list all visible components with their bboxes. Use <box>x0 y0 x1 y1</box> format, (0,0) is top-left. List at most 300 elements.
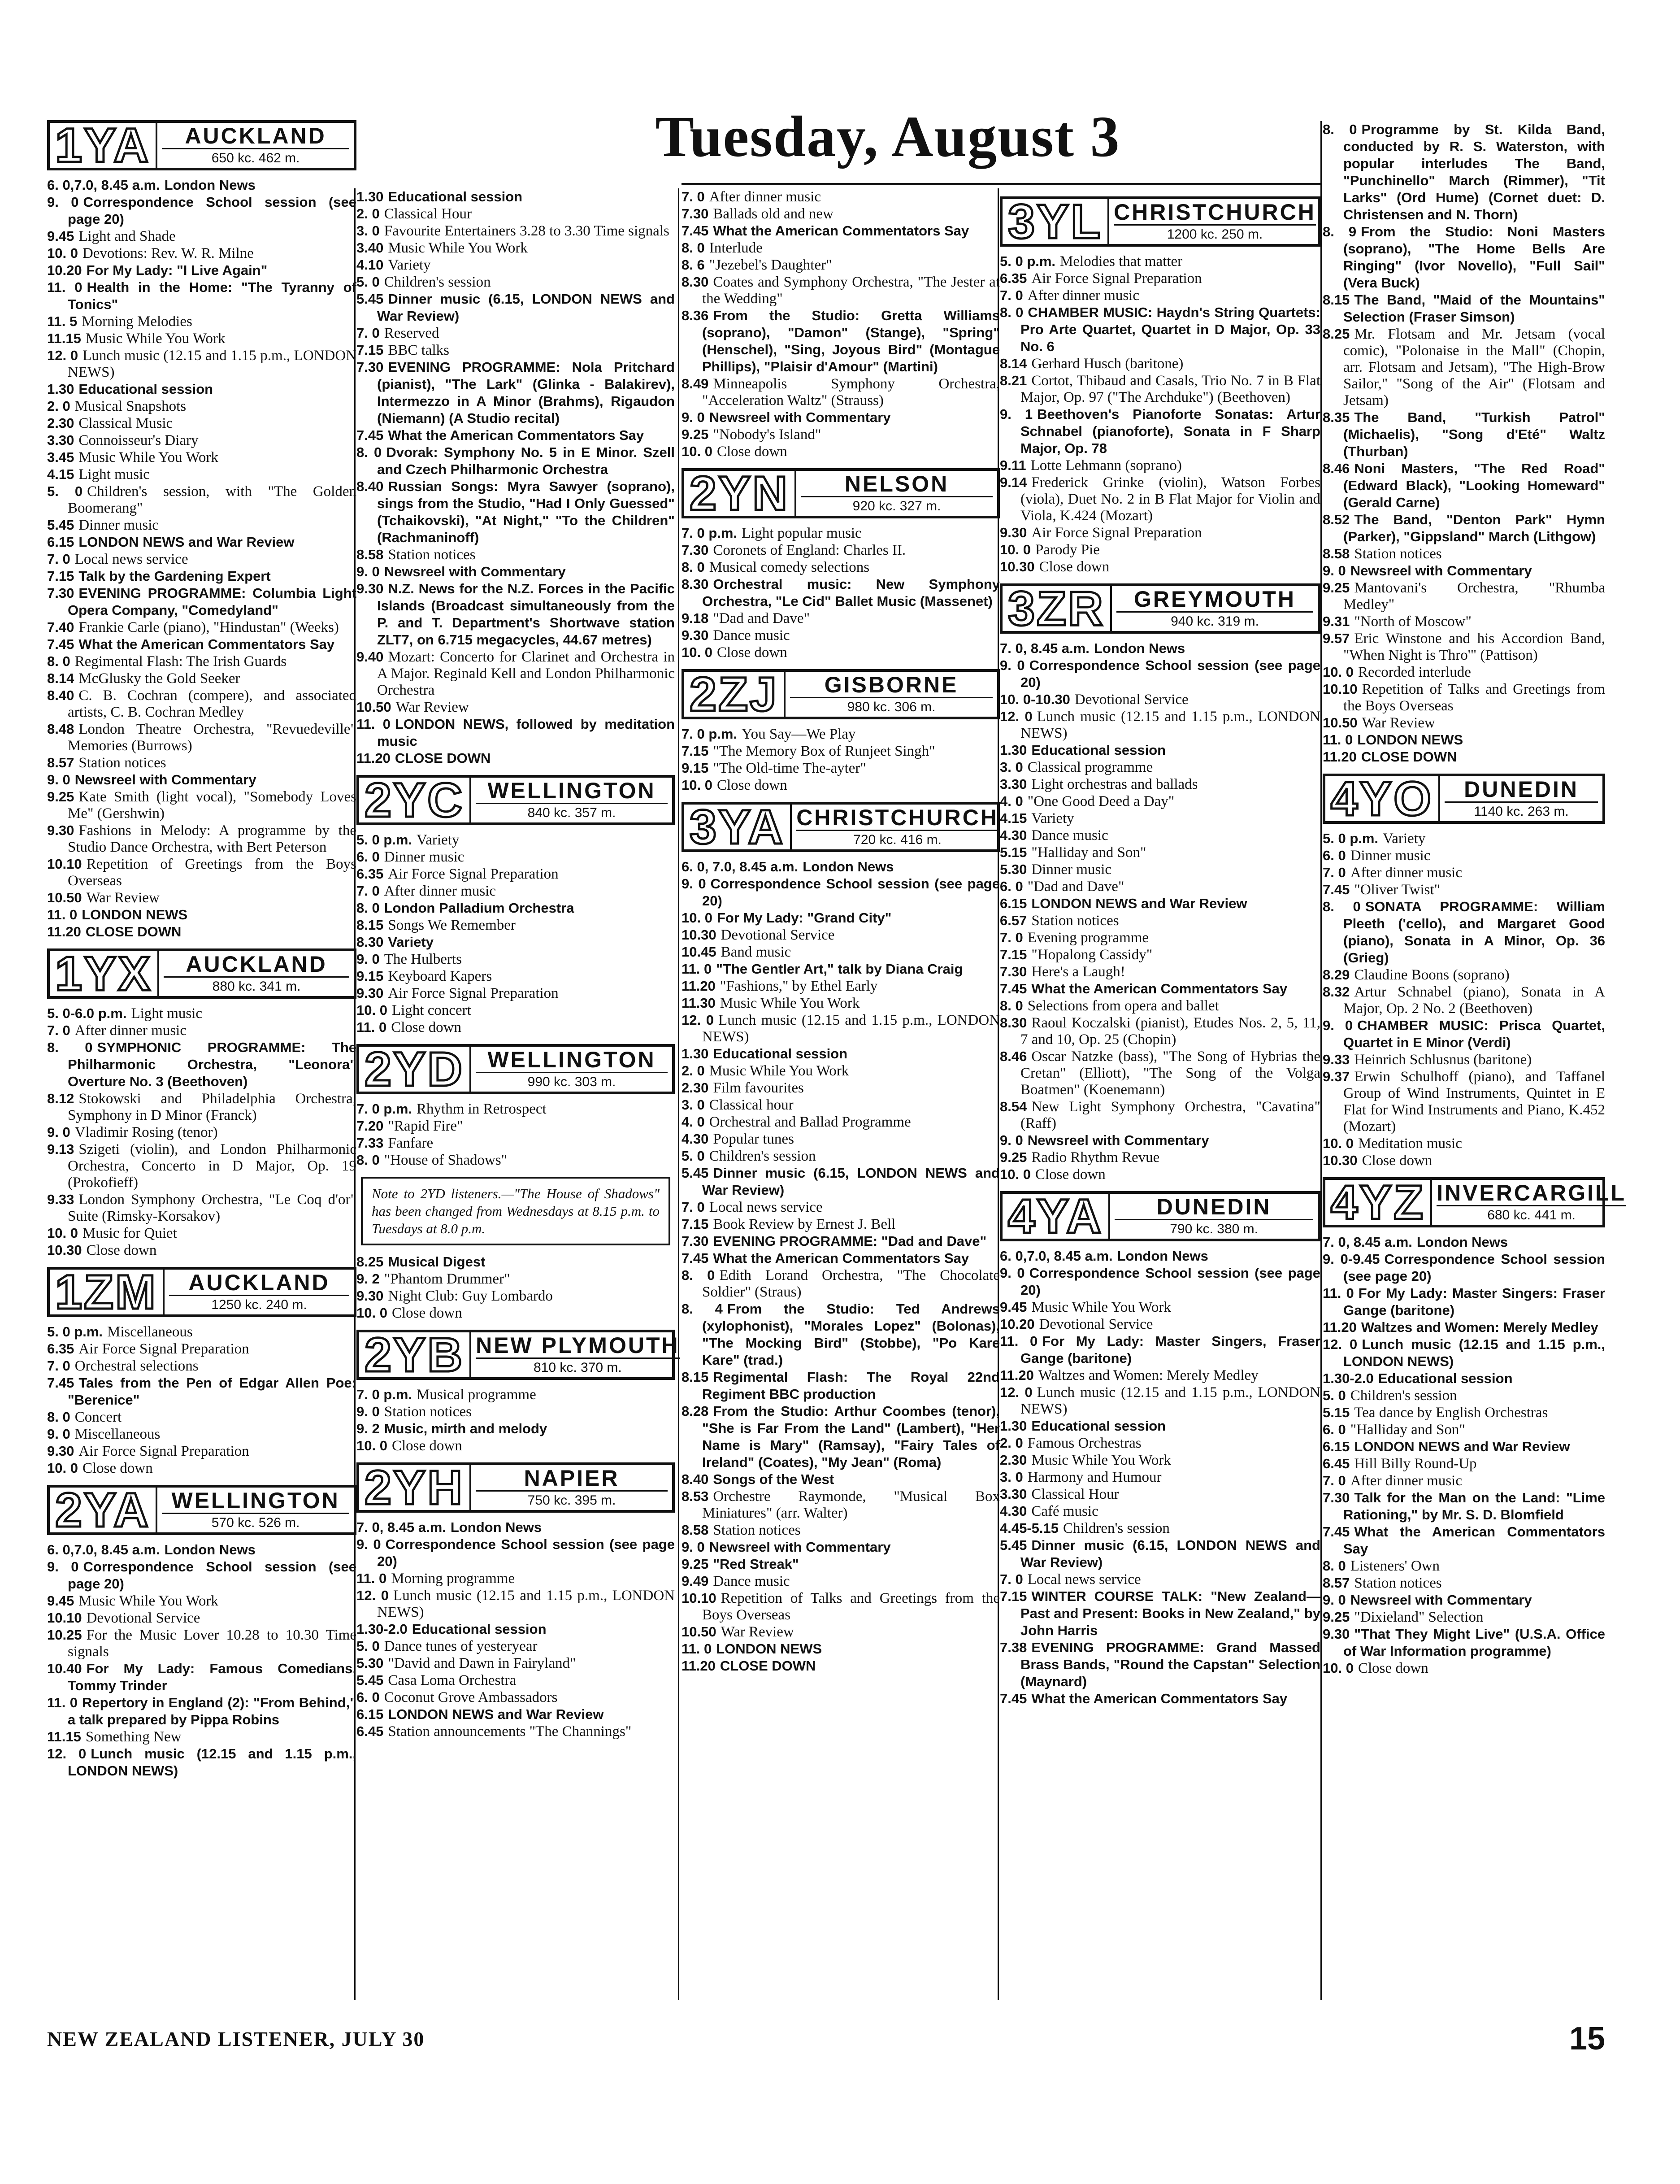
programme-title: Regimental Flash: The Royal 22nd Regiment BBC production <box>702 1369 1000 1402</box>
programme-entry <box>1323 1336 1605 1370</box>
programme-title: Artur Schnabel (piano), Sonata in A Major, Op. 2 No. 2 (Beethoven) <box>1343 984 1605 1017</box>
programme-time: 8.40 <box>682 1471 709 1487</box>
programme-time: 8.46 <box>1000 1048 1027 1064</box>
programme-time: 9. 0 <box>682 1539 705 1555</box>
programme-title: Selections from opera and ballet <box>1027 998 1219 1014</box>
station-header <box>1000 583 1320 634</box>
programme-time: 6. 0,7.0, 8.45 a.m. <box>1000 1248 1113 1264</box>
programme-entry <box>356 1570 675 1587</box>
programme-title: Regimental Flash: The Irish Guards <box>74 653 287 670</box>
programme-entry <box>356 1672 675 1689</box>
programme-entry <box>1000 861 1320 878</box>
programme-time: 9.33 <box>47 1192 74 1207</box>
programme-time: 7.45 <box>682 223 709 239</box>
programme-title: After dinner music <box>1027 287 1139 304</box>
programme-title: Band music <box>721 944 791 960</box>
programme-title: Light concert <box>391 1002 471 1018</box>
programme-entry <box>47 1592 356 1610</box>
programme-entry <box>47 1610 356 1627</box>
programme-entry <box>682 1623 1000 1640</box>
programme-time: 6. 0,7.0, 8.45 a.m. <box>47 1542 160 1558</box>
programme-time: 7.30 <box>682 206 709 222</box>
programme-title: "House of Shadows" <box>384 1152 508 1168</box>
programme-title: Dance music <box>713 1573 790 1589</box>
programme-time: 9. 0 <box>1323 563 1346 579</box>
programme-time: 11.20 <box>1323 1319 1357 1335</box>
station-info <box>165 1270 354 1314</box>
programme-time: 9.30 <box>47 822 74 838</box>
programme-entry <box>1323 1489 1605 1523</box>
programme-title: Lotte Lehmann (soprano) <box>1030 457 1182 474</box>
programme-title: EVENING PROGRAMME: Nola Pritchard (pianist), "The Lark" (Glinka - Balakirev), Intermezzo in A Minor (Brahms), Rigaudon (Niemann) (A Studio recital) <box>377 359 675 426</box>
station-header <box>356 1462 675 1513</box>
programme-time: 7. 0 <box>682 1199 705 1215</box>
programme-time: 5. 0 p.m. <box>1000 253 1056 269</box>
programme-entry <box>1000 287 1320 304</box>
programme-time: 9.31 <box>1323 613 1350 629</box>
programme-time: 9.13 <box>47 1141 74 1157</box>
programme-title: Kate Smith (light vocal), "Somebody Loves Me" (Gershwin) <box>68 789 356 822</box>
programme-title: EVENING PROGRAMME: Columbia Light Opera Company, "Comedyland" <box>68 585 356 618</box>
programme-entry <box>1000 1248 1320 1265</box>
programme-title: "Fashions," by Ethel Early <box>720 978 878 994</box>
programme-time: 4.30 <box>682 1131 709 1147</box>
programme-title: Close down <box>716 444 787 460</box>
programme-time: 2. 0 <box>682 1063 705 1079</box>
station-callsign: 3YL <box>1003 199 1109 244</box>
programme-entry <box>682 610 1000 627</box>
programme-entry <box>1323 966 1605 983</box>
programme-title: Orchestre Raymonde, "Musical Box Miniatures" (arr. Walter) <box>702 1488 1000 1521</box>
programme-entry <box>1000 657 1320 691</box>
programme-time: 7. 0 p.m. <box>682 726 738 742</box>
programme-time: 12. 0 <box>682 1012 714 1028</box>
programme-title: Newsreel with Commentary <box>1027 1132 1209 1148</box>
programme-time: 4.30 <box>1000 1503 1027 1519</box>
programme-time: 7. 0 <box>47 1022 70 1038</box>
programme-title: Music While You Work <box>78 449 218 466</box>
programme-title: "Phantom Drummer" <box>384 1271 510 1287</box>
programme-title: CLOSE DOWN <box>85 924 182 940</box>
station-header <box>1323 1175 1627 1229</box>
programme-time: 8.40 <box>356 479 384 494</box>
programme-time: 7.45 <box>682 1250 709 1266</box>
programme-entry <box>1323 1421 1605 1438</box>
programme-title: Educational session <box>78 381 213 397</box>
programme-title: Children's session <box>1063 1520 1170 1536</box>
programme-title: Correspondence School session (see page 20) <box>377 1536 675 1569</box>
programme-title: "Dad and Dave" <box>1027 879 1124 895</box>
programme-time: 12. 0 <box>47 1746 87 1762</box>
programme-title: Variety <box>388 257 431 273</box>
programme-title: Air Force Signal Preparation <box>78 1341 249 1357</box>
programme-time: 10. 0 <box>682 444 712 459</box>
programme-entry <box>356 257 675 274</box>
programme-title: The Band, "Maid of the Mountains" Selection (Fraser Simson) <box>1343 292 1605 325</box>
programme-time: 10. 0-10.30 <box>1000 692 1070 707</box>
programme-entry <box>356 1135 675 1152</box>
programme-entry <box>47 568 356 585</box>
programme-time: 8.30 <box>356 934 384 950</box>
programme-title: Harmony and Humour <box>1027 1469 1162 1485</box>
programme-title: After dinner music <box>74 1022 187 1039</box>
programme-time: 3.30 <box>47 432 74 448</box>
programme-title: Correspondence School session (see page 20) <box>1020 657 1320 690</box>
programme-time: 9.40 <box>356 649 384 665</box>
programme-time: 12. 0 <box>356 1588 389 1603</box>
programme-title: Educational session <box>1031 1418 1166 1434</box>
programme-entry <box>1000 524 1320 541</box>
programme-entry <box>1000 1166 1320 1183</box>
programme-time: 8.28 <box>682 1403 709 1419</box>
programme-time: 12. 0 <box>47 348 78 363</box>
programme-entry <box>47 754 356 771</box>
station-city: WELLINGTON <box>162 1488 349 1514</box>
programme-time: 10.50 <box>682 1624 716 1640</box>
programme-entry <box>1000 1149 1320 1166</box>
programme-title: Fashions in Melody: A programme by the Studio Dance Orchestra, with Bert Peterson <box>68 822 356 855</box>
programme-entry <box>1000 963 1320 980</box>
programme-title: Station notices <box>713 1522 801 1538</box>
programme-title: Variety <box>417 832 460 848</box>
programme-entry <box>1000 895 1320 912</box>
programme-title: "Dad and Dave" <box>713 610 810 626</box>
station-header <box>1323 771 1605 826</box>
station-frequency: 570 kc. 526 m. <box>211 1515 300 1530</box>
station-callsign: 1YX <box>50 951 159 996</box>
programme-time: 8. 0 <box>682 1267 715 1283</box>
programme-entry <box>682 1114 1000 1131</box>
programme-time: 7. 0 p.m. <box>356 1387 412 1402</box>
programme-title: Mozart: Concerto for Clarinet and Orchestra in A Major. Reginald Kell and London Philharmonic Orchestra <box>377 649 675 698</box>
programme-time: 7.45 <box>47 636 74 652</box>
programme-title: Cortot, Thibaud and Casals, Trio No. 7 in B Flat Major, Op. 97 ("The Archduke") (Beethoven) <box>1020 373 1320 405</box>
station-header <box>1000 1191 1320 1241</box>
programme-time: 8. 0 <box>356 1152 380 1168</box>
programme-title: War Review <box>721 1624 794 1640</box>
programme-time: 9.33 <box>1323 1052 1350 1067</box>
programme-time: 7.15 <box>356 342 384 358</box>
station-city: NEW PLYMOUTH <box>476 1332 680 1358</box>
programme-time: 9. 0 <box>1323 1018 1353 1033</box>
programme-title: Raoul Koczalski (pianist), Etudes Nos. 2, 5, 11, 7 and 10, Op. 25 (Chopin) <box>1020 1015 1320 1048</box>
programme-time: 10.30 <box>1000 559 1035 574</box>
programme-time: 7.45 <box>1000 1691 1027 1706</box>
programme-time: 9.25 <box>1000 1149 1027 1165</box>
programme-entry <box>1000 691 1320 708</box>
programme-entry <box>356 1420 675 1437</box>
programme-entry <box>682 995 1000 1012</box>
programme-time: 7.30 <box>47 585 74 601</box>
programme-time: 8.54 <box>1000 1099 1027 1114</box>
programme-entry <box>47 856 356 889</box>
programme-entry <box>1000 1452 1320 1469</box>
programme-title: Educational session <box>713 1046 848 1062</box>
programme-time: 9.30 <box>356 985 384 1001</box>
programme-title: Meditation music <box>1358 1136 1462 1152</box>
programme-time: 7.30 <box>682 1233 709 1249</box>
programme-title: For My Lady: Master Singers, Fraser Gange (baritone) <box>1020 1333 1320 1366</box>
programme-entry <box>1323 326 1605 409</box>
programme-entry <box>1323 511 1605 545</box>
programme-entry <box>47 483 356 517</box>
programme-entry <box>682 1233 1000 1250</box>
programme-entry <box>356 205 675 222</box>
programme-title: Songs of the West <box>713 1471 834 1487</box>
programme-title: Close down <box>1358 1660 1428 1676</box>
programme-time: 8.30 <box>1000 1015 1027 1031</box>
programme-title: Waltzes and Women: Merely Medley <box>1361 1319 1598 1335</box>
programme-title: London News <box>1117 1248 1208 1264</box>
programme-entry <box>356 1288 675 1305</box>
programme-title: Popular tunes <box>713 1131 794 1147</box>
programme-entry <box>1323 1017 1605 1051</box>
programme-title: Famous Orchestras <box>1027 1435 1142 1451</box>
programme-entry <box>47 822 356 856</box>
programme-title: Connoisseur's Diary <box>78 432 199 448</box>
programme-entry <box>682 274 1000 307</box>
programme-title: Tales from the Pen of Edgar Allen Poe: "Berenice" <box>68 1375 356 1408</box>
programme-entry <box>1323 1575 1605 1592</box>
programme-entry <box>1000 708 1320 742</box>
programme-title: Coconut Grove Ambassadors <box>384 1689 558 1705</box>
programme-title: Station notices <box>384 1404 472 1420</box>
programme-entry <box>1000 1384 1320 1418</box>
programme-time: 8.15 <box>1323 292 1350 308</box>
programme-entry <box>47 923 356 940</box>
programme-time: 4. 0 <box>682 1114 705 1130</box>
programme-time: 8. 0 <box>47 1409 70 1425</box>
programme-entry <box>47 1340 356 1357</box>
programme-time: 6. 0 <box>1323 848 1346 863</box>
programme-time: 7.15 <box>1000 1588 1027 1604</box>
programme-entry <box>1000 759 1320 776</box>
programme-time: 12. 0 <box>1323 1336 1358 1352</box>
programme-title: Close down <box>86 1242 157 1258</box>
programme-entry <box>47 1141 356 1191</box>
programme-title: Dinner music (6.15, LONDON NEWS and War Review) <box>702 1165 1000 1198</box>
programme-title: War Review <box>395 699 469 715</box>
programme-time: 12. 0 <box>1000 709 1033 724</box>
programme-time: 5. 0 <box>47 483 83 499</box>
programme-entry <box>1000 1469 1320 1486</box>
programme-title: Noni Masters, "The Red Road" (Edward Black), "Looking Homeward" (Gerald Carne) <box>1343 461 1605 510</box>
programme-title: Newsreel with Commentary <box>74 772 256 787</box>
programme-entry <box>682 1522 1000 1539</box>
programme-title: Newsreel with Commentary <box>384 564 566 579</box>
programme-entry <box>682 644 1000 661</box>
programme-title: Station notices <box>1354 546 1442 562</box>
programme-time: 7.45 <box>356 427 384 443</box>
programme-entry <box>356 1723 675 1740</box>
programme-entry <box>1000 1299 1320 1316</box>
programme-title: Interlude <box>709 240 763 256</box>
programme-time: 6.35 <box>356 866 384 882</box>
programme-time: 5. 0 p.m. <box>1323 831 1379 846</box>
programme-time: 11. 0 <box>1000 1333 1038 1349</box>
programme-time: 9. 0 <box>356 1536 381 1552</box>
programme-time: 9.25 <box>47 789 74 805</box>
programme-title: Stokowski and Philadelphia Orchestra, Symphony in D Minor (Franck) <box>68 1091 356 1123</box>
programme-time: 7.15 <box>47 568 74 584</box>
programme-title: Coronets of England: Charles II. <box>713 542 906 558</box>
programme-title: "Nobody's Island" <box>713 426 821 443</box>
programme-entry <box>47 619 356 636</box>
programme-time: 9.30 <box>1323 1626 1350 1642</box>
programme-entry <box>47 721 356 754</box>
programme-title: Dinner music (6.15, LONDON NEWS and War Review) <box>1020 1537 1320 1570</box>
programme-entry <box>1000 253 1320 270</box>
programme-entry <box>1323 1472 1605 1489</box>
programme-time: 9. 0 <box>47 1426 70 1442</box>
programme-entry <box>682 909 1000 927</box>
programme-entry <box>1000 474 1320 524</box>
programme-time: 8. 6 <box>682 257 705 273</box>
programme-title: Songs We Remember <box>388 917 516 933</box>
programme-title: "David and Dawn in Fairyland" <box>388 1655 576 1671</box>
programme-time: 8. 0 <box>47 1040 93 1055</box>
programme-time: 9. 0-9.45 <box>1323 1251 1380 1267</box>
programme-entry <box>682 1079 1000 1096</box>
programme-entry <box>1000 1014 1320 1048</box>
programme-title: Dance music <box>1031 827 1108 844</box>
programme-entry <box>682 1096 1000 1114</box>
programme-title: C. B. Cochran (compere), and associated artists, C. B. Cochran Medley <box>68 687 356 720</box>
station-info <box>159 951 354 996</box>
programme-entry <box>1000 304 1320 355</box>
programme-entry <box>682 875 1000 909</box>
programme-time: 7. 0, 8.45 a.m. <box>356 1519 446 1535</box>
programme-title: Educational session <box>1378 1370 1513 1386</box>
programme-title: Evening programme <box>1027 930 1149 946</box>
programme-entry <box>47 194 356 228</box>
station-header <box>47 948 356 999</box>
programme-entry <box>356 883 675 900</box>
programme-entry <box>356 699 675 716</box>
programme-entry <box>682 1369 1000 1403</box>
programme-entry <box>356 1118 675 1135</box>
programme-title: LONDON NEWS and War Review <box>1031 896 1247 911</box>
programme-title: Local news service <box>709 1199 823 1215</box>
station-info <box>471 1332 684 1377</box>
programme-title: CHAMBER MUSIC: Prisca Quartet, Quartet in E Minor (Verdi) <box>1343 1018 1605 1050</box>
programme-time: 10.50 <box>356 699 391 715</box>
programme-title: Erwin Schulhoff (piano), and Taffanel Group of Wind Instruments, Quintet in E Flat for Wind Instruments and Piano, K.452 (Mozart) <box>1343 1069 1605 1135</box>
programme-title: LONDON NEWS and War Review <box>388 1706 604 1722</box>
programme-time: 8. 0 <box>682 240 705 256</box>
programme-entry <box>1323 714 1605 731</box>
programme-time: 1.30 <box>682 1046 709 1062</box>
programme-title: WINTER COURSE TALK: "New Zealand—Past and Present: Books in New Zealand," by John Harris <box>1020 1588 1320 1638</box>
programme-time: 10.30 <box>47 1242 82 1258</box>
programme-time: 8. 0 <box>1323 1558 1346 1574</box>
column-5 <box>1323 121 1627 2117</box>
programme-entry <box>356 342 675 359</box>
programme-time: 6.57 <box>1000 913 1027 928</box>
programme-time: 6.45 <box>1323 1456 1350 1471</box>
title-rule <box>682 183 1320 185</box>
programme-title: Film favourites <box>713 1080 804 1096</box>
programme-title: Waltzes and Women: Merely Medley <box>1038 1367 1259 1383</box>
programme-time: 8.29 <box>1323 967 1350 983</box>
programme-title: Classical programme <box>1027 759 1153 775</box>
programme-time: 8.40 <box>47 687 74 703</box>
programme-entry <box>1323 613 1605 630</box>
programme-title: Newsreel with Commentary <box>1350 563 1532 579</box>
programme-time: 10.20 <box>1000 1316 1035 1332</box>
programme-title: London Theatre Orchestra, "Revuedeville" Memories (Burrows) <box>68 721 356 754</box>
programme-time: 7.20 <box>356 1118 384 1134</box>
programme-time: 8.57 <box>1323 1575 1350 1591</box>
programme-entry <box>47 1124 356 1141</box>
programme-entry <box>682 858 1000 875</box>
programme-entry <box>1323 1135 1605 1152</box>
programme-entry <box>682 1267 1000 1301</box>
station-info <box>1109 199 1320 244</box>
programme-time: 8. 0 <box>47 653 70 669</box>
station-header <box>47 120 356 170</box>
programme-title: Music, mirth and melody <box>384 1421 547 1436</box>
programme-title: From the Studio: Gretta Williams (soprano), "Damon" (Stange), "Spring" (Henschel), "Sing, Joyous Bird" (Montague Phillips), "Plaisir d'Amour" (Martini) <box>702 308 1000 374</box>
programme-entry <box>682 1539 1000 1556</box>
station-header <box>356 775 675 825</box>
station-header <box>47 1485 356 1535</box>
programme-entry <box>356 1002 675 1019</box>
programme-time: 5.15 <box>1323 1405 1350 1420</box>
programme-time: 2.30 <box>682 1080 709 1096</box>
programme-title: Hill Billy Round-Up <box>1354 1456 1477 1472</box>
programme-entry <box>1323 121 1605 223</box>
programme-time: 6.15 <box>47 534 74 550</box>
programme-time: 7.15 <box>682 1216 709 1232</box>
programme-entry <box>47 347 356 381</box>
programme-title: After dinner music <box>709 189 821 205</box>
programme-time: 10. 0 <box>356 1002 387 1018</box>
programme-title: Orchestral selections <box>74 1358 199 1374</box>
programme-title: Talk for the Man on the Land: "Lime Rationing," by Mr. S. D. Blomfield <box>1343 1490 1605 1523</box>
programme-entry <box>1000 1132 1320 1149</box>
programme-entry <box>1323 1285 1605 1319</box>
station-city: DUNEDIN <box>1445 777 1598 803</box>
programme-title: Lunch music (12.15 and 1.15 p.m., LONDON NEWS) <box>1343 1336 1605 1369</box>
programme-title: Light music <box>78 466 150 483</box>
programme-title: After dinner music <box>1350 1473 1462 1489</box>
programme-title: Programme by St. Kilda Band, conducted by R. S. Waterston, with popular interludes The Band, "Punchinello" March (Rimmer), "Tit Larks" (Ord Hume) (Cornet duet: D. Christensen and N. Thorn) <box>1343 122 1605 222</box>
programme-entry <box>356 951 675 968</box>
programme-title: Musical programme <box>417 1387 536 1403</box>
programme-time: 9.25 <box>682 426 709 442</box>
programme-entry <box>356 1253 675 1270</box>
programme-entry <box>47 653 356 670</box>
programme-entry <box>1323 664 1605 681</box>
programme-title: What the American Commentators Say <box>1031 981 1288 996</box>
programme-entry <box>1323 1523 1605 1558</box>
programme-time: 1.30 <box>1000 1418 1027 1434</box>
programme-entry <box>47 1090 356 1124</box>
programme-title: Children's session <box>709 1148 816 1164</box>
programme-entry <box>356 1386 675 1403</box>
programme-title: CLOSE DOWN <box>720 1658 816 1674</box>
programme-title: Music While You Work <box>720 995 860 1011</box>
programme-title: Music for Quiet <box>82 1225 177 1241</box>
programme-time: 9. 0 <box>47 772 70 787</box>
programme-time: 10.25 <box>47 1627 82 1643</box>
programme-time: 8.58 <box>1323 546 1350 561</box>
programme-entry <box>356 1019 675 1036</box>
programme-time: 2. 0 <box>356 206 380 222</box>
programme-entry <box>356 239 675 257</box>
programme-title: You Say—We Play <box>742 726 856 742</box>
